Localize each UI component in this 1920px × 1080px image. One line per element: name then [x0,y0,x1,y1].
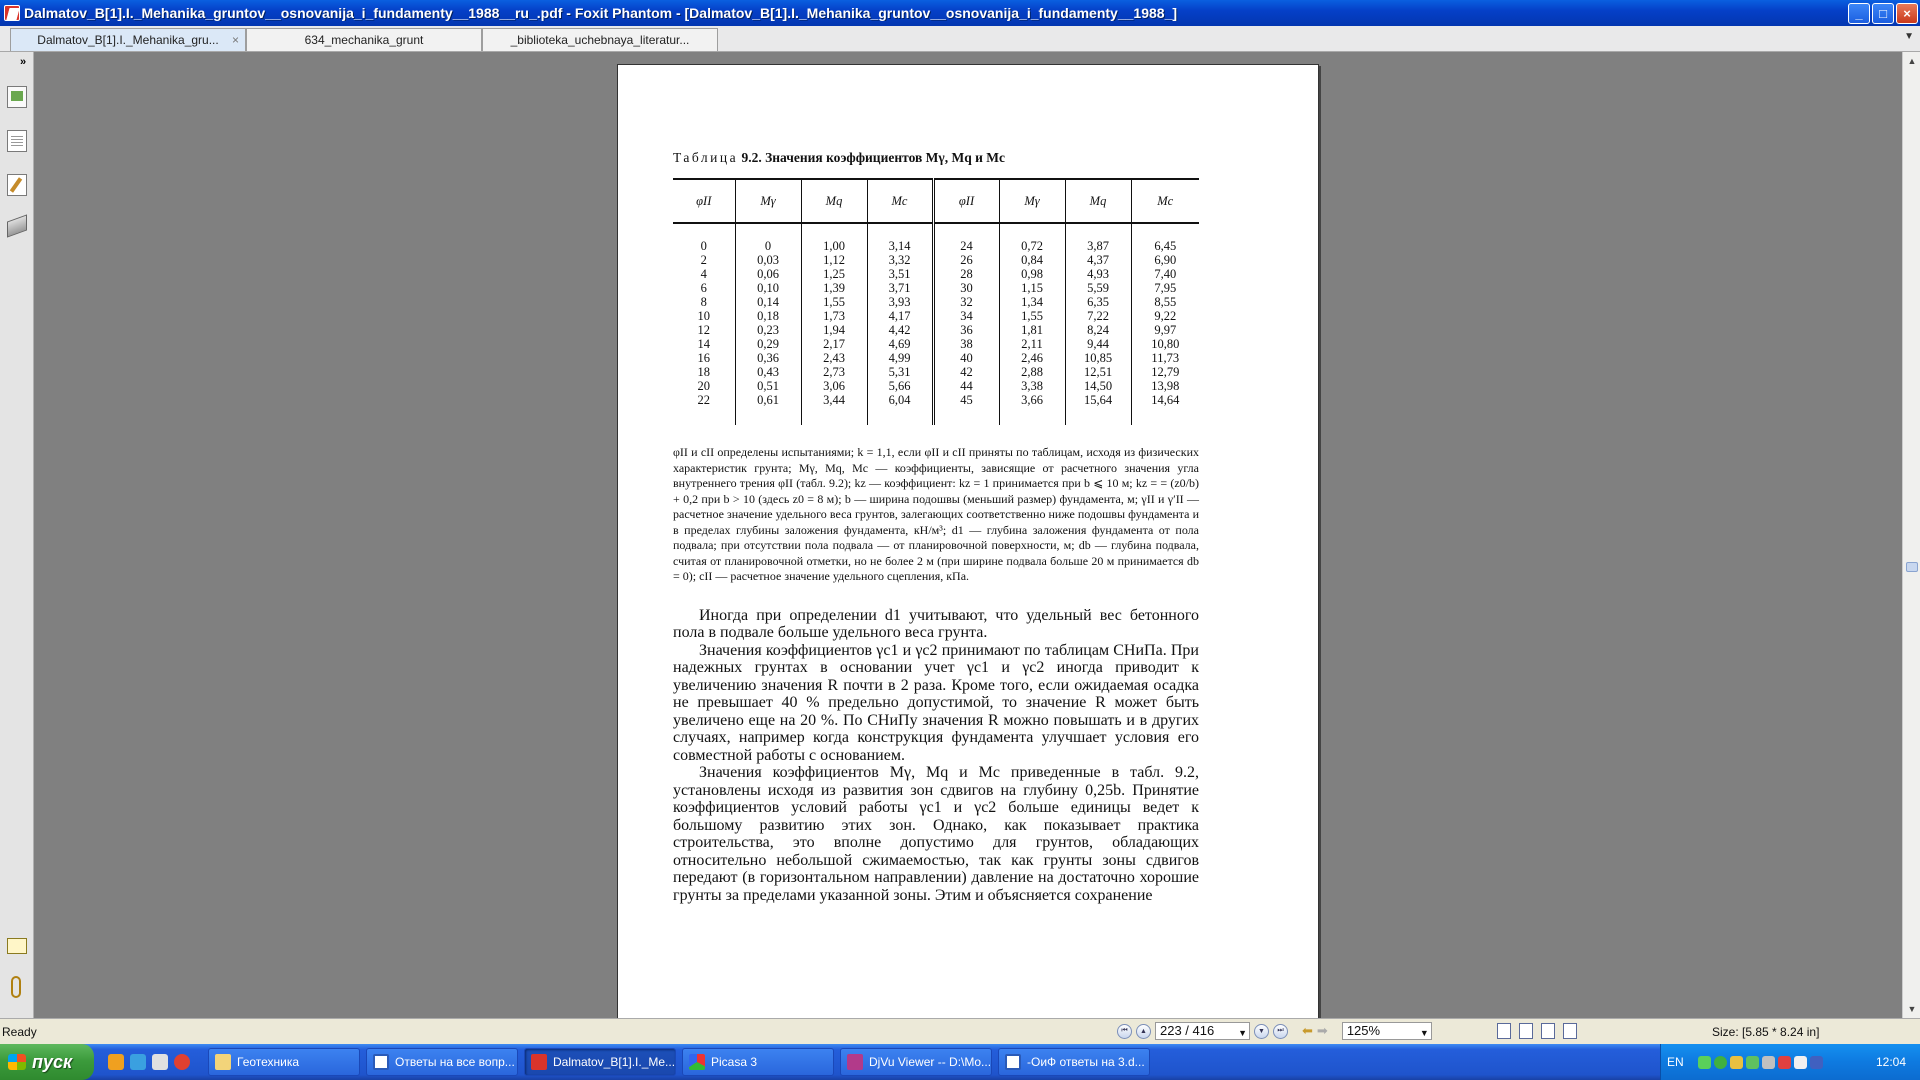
page-content [673,150,1199,904]
table-cell: 26 [933,253,999,267]
table-row [673,281,1199,295]
table-cell: 0,51 [735,379,801,393]
forward-view-icon[interactable]: ➡ [1316,1023,1328,1038]
table-cell: 10,80 [1151,337,1180,351]
table-cell: 0,43 [735,365,801,379]
table-cell: 4 [673,267,735,281]
table-cell: 1,25 [801,267,867,281]
table-cell: 3,44 [801,393,867,407]
page-dropdown-icon[interactable]: ▼ [1238,1028,1247,1038]
table-cell: 1,00 [801,239,867,253]
table-cell: 1,94 [801,323,867,337]
table-cell: 18 [673,365,735,379]
system-tray [1660,1044,1920,1080]
facing-pages-icon[interactable] [1541,1023,1555,1039]
volume-icon[interactable] [1794,1056,1807,1069]
table-cell: 1,39 [801,281,867,295]
table-cell: 2,43 [801,351,867,365]
language-indicator[interactable]: EN [1667,1055,1684,1069]
table-cell: 0 [673,239,735,253]
tab-biblioteka[interactable] [482,28,718,51]
table-cell: 12 [673,323,735,337]
paragraph: Значения коэффициентов γc1 и γc2 принимают по таблицам СНиПа. При надежных грунтах в основании учет γc1 и γc2 иногда приводит к увеличению значения R почти в 2 раза. Кроме того, если ожидаемая осадка не превышает 40 % предельно допустимой, то значение R может быть увеличено еще на 20 %. По СНиПу значения R можно повышать и в других случаях, например когда конструкция фундамента улучшает условия его совместной работы с основанием. [673,641,1200,764]
attachments-panel-icon[interactable] [11,976,21,998]
table-cell: 0,23 [735,323,801,337]
table-cell: 7,40 [1154,267,1177,281]
table-cell: 4,93 [1065,267,1131,281]
header-m-gamma: Mγ [999,179,1065,223]
table-cell: 6,90 [1154,253,1177,267]
table-cell: 3,32 [867,253,933,267]
utility-icon[interactable] [1730,1056,1743,1069]
taskbar-item-picasa[interactable] [682,1048,834,1076]
table-cell: 3,38 [999,379,1065,393]
table-cell: 7,22 [1065,309,1131,323]
table-cell: 9,44 [1065,337,1131,351]
tab-list-dropdown-icon[interactable]: ▼ [1904,31,1914,42]
table-row [673,379,1199,393]
close-button[interactable]: × [1896,3,1918,24]
table-cell: 20 [673,379,735,393]
tray-icons [1698,1056,1823,1069]
table-cell: 5,31 [867,365,933,379]
tab-close-icon[interactable]: × [231,33,239,47]
start-button[interactable] [0,1044,94,1080]
table-caption-text: 9.2. Значения коэффициентов Mγ, Mq и Mc [741,150,1005,165]
table-cell: 13,98 [1151,379,1180,393]
update-icon[interactable] [1746,1056,1759,1069]
tab-label: _biblioteka_uchebnaya_literatur... [510,33,690,47]
table-cell: 45 [933,393,999,407]
table-cell: 34 [933,309,999,323]
continuous-page-icon[interactable] [1519,1023,1533,1039]
document-viewport[interactable] [34,52,1902,1018]
header-m-gamma: Mγ [735,179,801,223]
layers-panel-icon[interactable] [7,214,27,237]
table-caption [673,150,1199,166]
table-cell: 11,73 [1151,351,1180,365]
table-cell: 0 [735,239,801,253]
taskbar-item-label: DjVu Viewer -- D:\Mo... [869,1055,992,1069]
page-size-info: Size: [5.85 * 8.24 in] [1712,1024,1820,1039]
windows-taskbar [0,1044,1920,1080]
table-footnote: φII и cII определены испытаниями; k = 1,1, если φII и cII приняты по таблицам, исходя из физических характеристик грунта; Mγ, Mq, Mc — коэффициенты, зависящие от расчетного значения угла внутреннего трения φII (табл. 9.2); kz — коэффициент: kz = 1 принимается при b ⩽ 10 м; kz = = (z0/b) + 0,2 при b > 10 (здесь z0 = 8 м); b — ширина подошвы (меньший размер) фундамента, м; γII и γ′II — расчетное значение удельного веса грунтов, залегающих соответственно ниже подошвы фундамента и в пределах глубины заложения фундамента, кН/м³; d1 — глубина заложения фундамента от пола подвала; при отсутствии пола подвала — от планировочной поверхности, м; db — глубина подвала, считая от планировочной отметки, но не более 2 м (при ширине подвала больше 20 м принимается db = 0); cII — расчетное значение удельного сцепления, кПа. [673,445,1199,583]
tab-label: 634_mechanika_grunt [304,33,424,47]
table-row [673,337,1199,351]
page-navigation [1117,1022,1432,1040]
table-cell: 4,42 [867,323,933,337]
table-caption-label: Таблица [673,150,739,165]
table-cell: 2,88 [999,365,1065,379]
tab-label: Dalmatov_B[1].I._Mehanika_gru... [37,33,219,47]
table-cell: 3,66 [999,393,1065,407]
table-cell: 44 [933,379,999,393]
table-row [673,309,1199,323]
table-cell: 12,51 [1065,365,1131,379]
table-cell: 36 [933,323,999,337]
page-layout-controls [1497,1023,1577,1039]
table-cell: 6,35 [1065,295,1131,309]
table-cell: 3,06 [801,379,867,393]
start-label: пуск [32,1051,73,1072]
table-cell: 14 [673,337,735,351]
maximize-button[interactable]: □ [1872,3,1894,24]
table-cell: 1,12 [801,253,867,267]
table-cell: 40 [933,351,999,365]
header-m-c: Mc [867,179,933,223]
tab-mechanika-grunt[interactable] [246,28,482,51]
next-page-icon[interactable]: ▼ [1254,1024,1269,1039]
pdf-page [617,64,1319,1018]
single-page-icon[interactable] [1497,1023,1511,1039]
table-cell: 1,81 [999,323,1065,337]
picasa-icon [689,1054,705,1070]
table-cell: 8 [673,295,735,309]
chrome-icon[interactable] [174,1054,190,1070]
taskbar-item-djvu[interactable] [840,1048,992,1076]
table-cell: 12,79 [1151,365,1180,379]
table-cell: 0,03 [735,253,801,267]
table-row [673,393,1199,407]
table-row [673,323,1199,337]
table-row [673,351,1199,365]
bookmarks-panel-icon[interactable] [7,130,27,152]
paragraph: Иногда при определении d1 учитывают, что удельный вес бетонного пола в подвале больше удельного веса грунта. [673,606,1199,641]
table-cell: 2 [673,253,735,267]
table-cell: 14,64 [1151,393,1180,407]
comments-panel-icon[interactable] [7,938,27,954]
table-cell: 3,71 [867,281,933,295]
paragraph: Значения коэффициентов Mγ, Mq и Mc приведенные в табл. 9.2, установлены исходя из развития зон сдвигов на глубину 0,25b. Принятие коэффициентов условий работы γc1 и γc2 больше единицы ведет к большому развитию этих зон. Однако, как показывает практика строительства, это вполне допустимо для грунтов, обладающих относительно небольшой сжимаемостью, так как грунты зоны сдвигов передают (в горизонтальном направлении) давление на достаточно хорошие грунты за пределами указанной зоны. Этим и объясняется сохранение [673,764,1199,904]
table-cell: 38 [933,337,999,351]
network-icon[interactable] [1698,1056,1711,1069]
table-cell: 8,24 [1065,323,1131,337]
table-cell: 15,64 [1065,393,1131,407]
taskbar-item-foxit[interactable] [524,1048,676,1076]
table-cell: 0,72 [999,239,1065,253]
zoom-input[interactable] [1342,1022,1432,1040]
last-page-icon[interactable]: ⏭ [1273,1024,1288,1039]
taskbar-item-label: -ОиФ ответы на 3.d... [1027,1055,1145,1069]
table-cell: 7,95 [1154,281,1177,295]
safely-remove-icon[interactable] [1810,1056,1823,1069]
table-cell: 22 [673,393,735,407]
foxit-icon [531,1054,547,1070]
table-cell: 30 [933,281,999,295]
antivirus-icon[interactable] [1778,1056,1791,1069]
navigation-panel [0,52,34,1018]
table-cell: 28 [933,267,999,281]
taskbar-item-geotechnika[interactable] [208,1048,360,1076]
table-cell: 0,06 [735,267,801,281]
table-row [673,295,1199,309]
header-m-c: Mc [1131,179,1199,223]
table-cell: 4,17 [867,309,933,323]
table-cell: 4,99 [867,351,933,365]
taskbar-item-label: Dalmatov_B[1].I._Me... [553,1055,676,1069]
table-cell: 10 [673,309,735,323]
internet-explorer-icon[interactable] [130,1054,146,1070]
table-cell: 1,55 [999,309,1065,323]
expand-panel-icon[interactable]: » [20,56,27,68]
minimize-button[interactable]: _ [1848,3,1870,24]
table-cell: 4,69 [867,337,933,351]
header-phi: φII [673,179,735,223]
monitor-icon[interactable] [1762,1056,1775,1069]
table-cell: 9,22 [1154,309,1177,323]
windows-flag-icon [8,1054,26,1070]
quick-launch [108,1054,190,1070]
status-text: Ready [2,1024,37,1039]
table-cell: 1,55 [801,295,867,309]
table-cell: 0,98 [999,267,1065,281]
table-cell: 3,51 [867,267,933,281]
table-cell: 32 [933,295,999,309]
table-cell: 1,34 [999,295,1065,309]
table-cell: 0,84 [999,253,1065,267]
table-row [673,239,1199,253]
show-desktop-icon[interactable] [152,1054,168,1070]
continuous-facing-icon[interactable] [1563,1023,1577,1039]
table-cell: 0,10 [735,281,801,295]
table-row [673,253,1199,267]
window-controls [1848,3,1918,24]
table-cell: 1,15 [999,281,1065,295]
vertical-scrollbar[interactable] [1902,52,1920,1018]
table-cell: 16 [673,351,735,365]
back-view-icon[interactable]: ⬅ [1302,1023,1313,1038]
taskbar-item-label: Ответы на все вопр... [395,1055,515,1069]
first-page-icon[interactable]: ⏮ [1117,1024,1132,1039]
table-cell: 2,11 [999,337,1065,351]
word-document-icon [1005,1054,1021,1070]
scroll-down-icon[interactable]: ▼ [1907,1004,1917,1014]
word-document-icon [373,1054,389,1070]
table-cell: 14,50 [1065,379,1131,393]
table-cell: 2,17 [801,337,867,351]
title-bar[interactable] [0,0,1920,26]
table-cell: 8,55 [1154,295,1177,309]
table-cell: 2,46 [999,351,1065,365]
table-cell: 0,14 [735,295,801,309]
table-cell: 1,73 [801,309,867,323]
taskbar-item-word-answers[interactable] [366,1048,518,1076]
header-phi: φII [933,179,999,223]
table-cell: 6,45 [1154,239,1177,253]
skype-icon[interactable] [1714,1056,1727,1069]
page-number-value: 223 / 416 [1160,1023,1215,1038]
messenger-icon[interactable] [108,1054,124,1070]
folder-icon [215,1054,231,1070]
table-cell: 0,61 [735,393,801,407]
table-cell: 42 [933,365,999,379]
table-cell: 3,14 [867,239,933,253]
table-cell: 4,37 [1065,253,1131,267]
zoom-dropdown-icon[interactable]: ▼ [1419,1028,1429,1038]
table-cell: 2,73 [801,365,867,379]
document-tab-bar [0,26,1920,52]
annotations-panel-icon[interactable] [7,174,27,196]
table-row [673,267,1199,281]
table-cell: 24 [933,239,999,253]
table-cell: 0,18 [735,309,801,323]
table-cell: 10,85 [1065,351,1131,365]
clock: 12:04 [1875,1055,1906,1069]
header-m-q: Mq [801,179,867,223]
table-cell: 0,29 [735,337,801,351]
page-number-input[interactable] [1155,1022,1250,1040]
table-cell: 3,93 [867,295,933,309]
tab-dalmatov[interactable] [10,28,246,51]
table-cell: 0,36 [735,351,801,365]
table-cell: 5,66 [867,379,933,393]
taskbar-item-word-oif[interactable] [998,1048,1150,1076]
zoom-value: 125% [1346,1023,1381,1038]
table-cell: 9,97 [1154,323,1177,337]
taskbar-item-label: Геотехника [237,1055,300,1069]
table-cell: 6,04 [867,393,933,407]
table-row [673,365,1199,379]
taskbar-item-label: Picasa 3 [711,1055,758,1069]
table-cell: 6 [673,281,735,295]
table-cell: 3,87 [1065,239,1131,253]
header-m-q: Mq [1065,179,1131,223]
previous-page-icon[interactable]: ▲ [1136,1024,1151,1039]
status-bar [0,1018,1920,1044]
table-cell: 5,59 [1065,281,1131,295]
scroll-up-icon[interactable]: ▲ [1907,56,1917,66]
window-title: Dalmatov_B[1].I._Mehanika_gruntov__osnovanija_i_fundamenty__1988__ru_.pdf - Foxit Phantom - [Dalmatov_B[1].I._Mehanika_gruntov__osnovanija_i_fundamenty__1988_] [24,5,1178,21]
pages-panel-icon[interactable] [7,86,27,108]
djvu-icon [847,1054,863,1070]
scroll-thumb[interactable] [1906,562,1918,572]
coefficients-table [673,178,1199,425]
foxit-app-icon[interactable] [4,5,20,21]
